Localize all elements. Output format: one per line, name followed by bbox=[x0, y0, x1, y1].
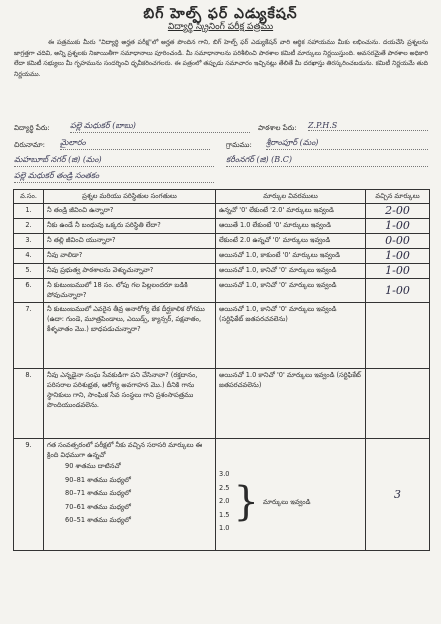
row-question: నీ తండ్రి జీవించి ఉన్నారా? bbox=[44, 204, 216, 219]
header-serial: వ.సం. bbox=[14, 190, 44, 204]
row-score: 1-00 bbox=[366, 279, 430, 303]
mark-value: 3.0 bbox=[219, 470, 230, 478]
row-marks-rule: అయినచో 1.0, కానిచో '0' మార్కులు ఇవ్వండి (సర్టిఫికేట్ జతపరచవలెను) bbox=[216, 303, 366, 369]
table-row bbox=[14, 219, 430, 234]
table-row bbox=[14, 264, 430, 279]
table-row bbox=[14, 204, 430, 219]
row-number: 7. bbox=[14, 303, 44, 369]
table-row bbox=[14, 249, 430, 264]
mark-value: 1.0 bbox=[219, 524, 230, 532]
village-value: శ్రీరాంపూర్ (మం) bbox=[266, 138, 428, 150]
row-number: 2. bbox=[14, 219, 44, 234]
row-number: 8. bbox=[14, 369, 44, 439]
address-value: మైలారం bbox=[60, 138, 210, 150]
row-marks-rule bbox=[216, 439, 366, 551]
row-question: నీకు ఉండే నీ బంధువు ఒక్కరు పరిస్థితి లేదా? bbox=[44, 219, 216, 234]
range-item: 70–61 శాతము మధ్యలో bbox=[65, 502, 131, 511]
row-question: నీ కుటుంబములో 18 సం. లోపు గల పిల్లలందరూ బడికి పోవుచున్నారా? bbox=[44, 279, 216, 303]
range-item: 90–81 శాతము మధ్యలో bbox=[65, 475, 131, 484]
school-name-value: Z.P.H.S bbox=[308, 121, 428, 131]
student-name-label: విద్యార్థి పేరు: bbox=[14, 124, 50, 132]
row-number: 3. bbox=[14, 234, 44, 249]
row-question: నీ కుటుంబములో ఎవరైన తీవ్ర అనారోగ్య లేక దీర్ఘకాలిక రోగము (ఉదా: గుండె, మూత్రపిండాలు, ఎయిడ్స్, క్యాన్సర్, పక్షవాతం, కీళ్ళవాతం మొ.) బాధపడుచున్నారా? bbox=[44, 303, 216, 369]
range-item: 90 శాతము దాటినచో bbox=[65, 462, 121, 470]
row-marks-rule: ఆయితే 1.0 లేకుంటే '0' మార్కులు ఇవ్వండి bbox=[216, 219, 366, 234]
row-marks-rule: అయినచో 1.0, కాకుంటే '0' మార్కులు ఇవ్వండి bbox=[216, 249, 366, 264]
mark-value: 2.5 bbox=[219, 483, 230, 492]
student-name-value: పల్లె మధుకర్ (బాబు) bbox=[70, 121, 250, 133]
row-question: నీవు ఎన్నడైనా సంఘ సేవకుడిగా పని చేసినావా? (రక్తదానం, పరిసరాల పరిశుభ్రత, ఆరోగ్య అవగాహన మొ.) దీనికి గాను స్థానికులు గాని, సాంఘిక సేవ సంస్థలు గాని ప్రశంసాపత్రము పొందియుండవలెను. bbox=[44, 369, 216, 439]
district-value-right: కరీంనగర్ (జి) (B.C) bbox=[226, 155, 428, 167]
row-score: 1-00 bbox=[366, 264, 430, 279]
school-name-label: పాఠశాల పేరు: bbox=[258, 124, 297, 132]
row-number: 6. bbox=[14, 279, 44, 303]
row-marks-rule: అయినచో 1.0, కానిచో '0' మార్కులు ఇవ్వండి bbox=[216, 264, 366, 279]
row-score bbox=[366, 369, 430, 439]
row-question: నీ తల్లి జీవించి యున్నారా? bbox=[44, 234, 216, 249]
row-score: 1-00 bbox=[366, 219, 430, 234]
row-number: 9. bbox=[14, 439, 44, 551]
marks-values bbox=[219, 468, 230, 536]
row-score: 1-00 bbox=[366, 249, 430, 264]
marks-scale bbox=[219, 468, 362, 536]
row-score: 0-00 bbox=[366, 234, 430, 249]
row-marks-rule: ఉన్నచో '0' లేకుంటే '2.0' మార్కులు ఇవ్వండి bbox=[216, 204, 366, 219]
row-score: 2-00 bbox=[366, 204, 430, 219]
screening-table bbox=[13, 189, 430, 551]
row-number: 4. bbox=[14, 249, 44, 264]
mark-value: 2.0 bbox=[219, 497, 230, 505]
marks-instruction: మార్కులు ఇవ్వండి bbox=[262, 497, 311, 506]
form-subtitle: విద్యార్థి స్క్రీనింగ్ పరీక్ష పత్రము bbox=[167, 22, 274, 32]
mark-value: 1.5 bbox=[219, 510, 230, 519]
row-number: 1. bbox=[14, 204, 44, 219]
row-marks-rule: అయినచో 1.0 కానిచో '0' మార్కులు ఇవ్వండి (సర్టిఫికేట్ జతపరచవలెను) bbox=[216, 369, 366, 439]
header-marks-obtained: వచ్చిన మార్కులు bbox=[366, 190, 430, 204]
row-score: 3 bbox=[366, 439, 430, 551]
percentage-ranges bbox=[47, 460, 212, 528]
village-label: గ్రామము: bbox=[226, 141, 252, 149]
header-question: ప్రశ్నల మరియు పరిస్థితుల సంగతులు bbox=[44, 190, 216, 204]
table-row bbox=[14, 279, 430, 303]
row-question bbox=[44, 439, 216, 551]
guardian-signature: పల్లె మధుకర్ తండ్రి సంతకం bbox=[14, 171, 214, 183]
range-item: 80–71 శాతము మధ్యలో bbox=[65, 489, 131, 497]
row-question-text: గత సంవత్సరంలో పరీక్షలో నీకు వచ్చిన సరాసరి మార్కులు ఈ క్రింది విధముగా ఉన్నచో bbox=[47, 441, 203, 459]
header-marks-details: మార్కుల వివరములు bbox=[216, 190, 366, 204]
district-value-left: మహబూబ్ నగర్ (జి) (మం) bbox=[14, 155, 214, 167]
form-title: బిగ్ హెల్ప్ ఫర్ ఎడ్యుకేషన్ bbox=[143, 6, 298, 22]
row-question: నీవు వాలిడా? bbox=[44, 249, 216, 264]
row-score bbox=[366, 303, 430, 369]
table-row bbox=[14, 234, 430, 249]
brace-icon: } bbox=[233, 478, 259, 525]
intro-paragraph: ఈ పత్రముకు మీరు "విద్యార్థి అర్హత పరీక్ష"లో అర్హత పొందిన గాని, బిగ్ హెల్ప్ ఫర్ ఎడ్యుకేషన్ వారి ఆర్థిక సహాయము మీకు లభించును. దయచేసి ప్రశ్నలను జాగ్రత్తగా చదివి, అన్ని ప్రశ్నలకు నిజాయితీగా సమాధానాలు పూరించండి. మీ సమాధానాలను పరిశీలించి పాఠశాల కమిటీ మార్కులు నిర్ణయిస్తుంది. అవసరమైతే పాఠశాల అధికారి లేదా కమిటీ సభ్యులు మీ గృహమును సందర్శించి ధృవీకరించగలరు. ఈ పత్రంలో తప్పుడు సమాచారం ఇచ్చినట్లు తేలితే మీ దరఖాస్తు తిరస్కరించబడును. కమిటీ నిర్ణయమే తుది నిర్ణయము. bbox=[14, 39, 428, 78]
row-number: 5. bbox=[14, 264, 44, 279]
table-row bbox=[14, 439, 430, 551]
range-item: 60–51 శాతము మధ్యలో bbox=[65, 516, 131, 524]
table-row bbox=[14, 369, 430, 439]
row-question: నీవు ప్రభుత్వ పాఠశాలను వెళ్ళుచున్నావా? bbox=[44, 264, 216, 279]
address-label: చిరునామా: bbox=[14, 141, 46, 149]
row-marks-rule: లేకుంటే 2.0 ఉన్నచో '0' మార్కులు ఇవ్వండి bbox=[216, 234, 366, 249]
row-marks-rule: అయినచో 1.0, కానిచో '0' మార్కులు ఇవ్వండి bbox=[216, 279, 366, 303]
table-row bbox=[14, 303, 430, 369]
